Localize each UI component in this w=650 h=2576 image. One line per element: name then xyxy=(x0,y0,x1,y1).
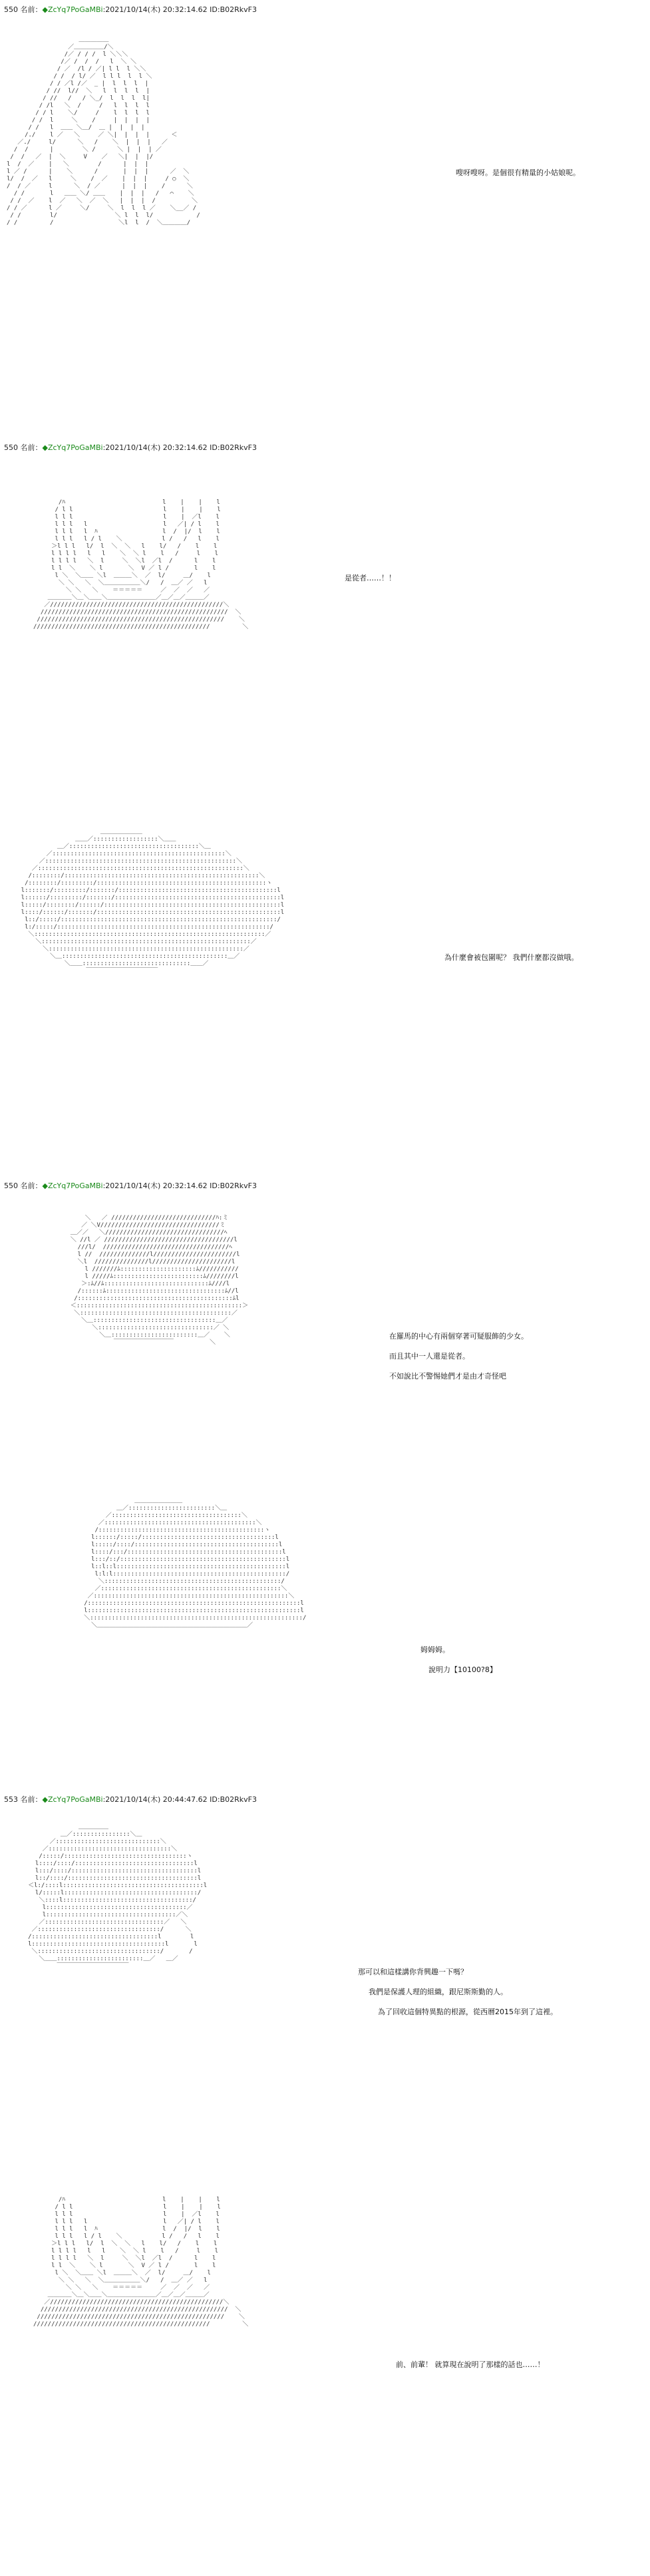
post-number: 553 xyxy=(4,1795,18,1804)
dialogue-line: 姆姆姆。 xyxy=(420,1645,450,1654)
post-id: ID:B02RkvF3 xyxy=(210,1181,257,1190)
dialogue-line: 而且其中一人還是從者。 xyxy=(389,1352,470,1361)
post-header xyxy=(4,1181,257,1191)
post-datetime: :2021/10/14(木) 20:32:14.62 xyxy=(102,443,208,452)
post-trip: ◆ZcYq7PoGaMBi xyxy=(42,1795,103,1804)
dialogue-line: 為什麼會被包圍呢？ 我們什麼都沒做哦。 xyxy=(444,953,579,962)
post-number: 550 xyxy=(4,5,18,14)
dialogue-line: 是從者……！！ xyxy=(345,574,396,582)
ascii-art: ＿＿＿＿＿＿＿＿ ＿／::::::::::::::::::::::::＼＿ ／::::::::::::::::::::::::::::::::::::＼ ／::::::::::::::::::::::::::::::::::::::::::＼ /::::::::::::::::::::::::::::::::::::::::::::::ヽ l::::::/:::::/:::::::::::::::::::::::::::::::::::::l l:::::/::::/::::::::::::::::::::::::::::::::::::::::l l::::/:::/:::::::::::::::::::::::::::::::::::::::::::l l:::/::/::::::::::::::::::::::::::::::::::::::::::::::l l::l::l:::::::::::::::::::::::::::::::::::::::::::::::l l:l:l::::::::::::::::::::::::::::::::::::::::::::::::/ ＼:::::::::::::::::::::::::::::::::::::::::::::::::/ ／::::::::::::::::::::::::::::::::::::::::::::::::::＼ ／::::::::::::::::::::::::::::::::::::::::::::::::::::::＼ /:::::::::::::::::::::::::::::::::::::::::::::::::::::::::::l l:::::::::::::::::::::::::::::::::::::::::::::::::::::::::::l ＼:::::::::::::::::::::::::::::::::::::::::::::::::::::::::::/ ＼＿＿＿＿＿＿＿＿＿＿＿＿＿＿＿＿＿＿＿＿＿＿＿＿＿／ xyxy=(84,1498,307,1629)
post-number: 550 xyxy=(4,1181,18,1190)
dialogue-line: 前、前輩！ 就算現在說明了那樣的話也……！ xyxy=(396,2360,545,2369)
ascii-art: ＿＿＿＿＿ ／＿＿＿＿＿/＼ /／ / / / l ＼＼＼ /／ / / / l ＼ ＼ / ／ /l / ／| l l l ＼＼ / / / l/ ／ l l l l l ＼ / / ／l /／ _ | l l l | / // l// ＼ l l l l | / // / / ＼_/ l l l l| / /l ＼ / / l l l l / / l ＼/ / l l l l / / l ＼ / | | | | / / l ＿＿ ＼＿/ ＿ | | | | /./ l ／ ＼ ／ ＼| | | | ＜ ／./ l/ ＼ / ＼ | | | ／ / / | ＼ / ＼ | | | ／ / / ／ | ＼ V ／ ＼| | |/ l / ／ | ＼ / | | | l ／ / | ＼ / | | | ／ ＼ l/ / ／ l ＼ / ／ | | | / ○ ＼ / / ／ l ＼ / ／ | | | / ＼ / / l ＿＿ ＼/ ＿＿ | | | / ⌒ ＼ / / ／ l ／ ＼ ／ ＼ | | | / ＼ / / ／ l ／ ＼/ ＼ l l l ／ ＼__／ / / / l/ ＼ l l l/ / / / / ＼l l / ＼＿＿＿＿/ xyxy=(7,37,200,226)
ascii-art: ＿＿＿＿＿ ＿／::::::::::::::::＼＿ ／:::::::::::::::::::::::::::::＼ ／::::::::::::::::::::::::::::::::::＼ /:::::/::::::::::::::::::::::::::::::::::ヽ l::::/::::/:::::::::::::::::::::::::::::::::l l:::/::::/:::::::::::::::::::::::::::::::::::l l::/::::/::::::::::::::::::::::::::::::::::::l ＜l:/::::l:::::::::::::::::::::::::::::::::::::::l l/:::::l:::::::::::::::::::::::::::::::::::::/ ＼::::l::::::::::::::::::::::::::::::::::::/ l:::::::::::::::::::::::::::::::::::::::／ l::::::::::::::::::::::::::::::::::::／＼ ／:::::::::::::::::::::::::::::::::／ ＼ ／::::::::::::::::::::::::::::::::::/ ＼ /:::::::::::::::::::::::::::::::::::l l l:::::::::::::::::::::::::::::::::::::l l ＼::::::::::::::::::::::::::::::::::/ / ＼＿＿::::::::::::::::::::::::＿／ ＿／ ￣￣￣￣￣￣￣￣￣￣￣￣ xyxy=(28,1824,208,1970)
post-name-label: 名前： xyxy=(20,443,43,452)
post-id: ID:B02RkvF3 xyxy=(210,443,257,452)
dialogue-line: 說明力【10100?8】 xyxy=(428,1665,497,1674)
ascii-art: ＼ ／ /////////////////////////////ﾊ:ミ ／ ＼V/////////////////////////////////ミ ＿／／ ＼/////////////////////////////////ﾍ ＼ //l ／ ////////////////////////////////////l ///l/ ///////////////////////////////////ﾍ l // //////////////l///////////////////////l ＼l ///////////////l//////////////////////l l ///////ﾑ:::::::::::::::::::::ﾑ/////////// l /////ﾑ:::::::::::::::::::::::::ﾑ////////l ＞:ﾑ//ﾑ:::::::::::::::::::::::::::::ﾑ////l /::::::ﾑ:::::::::::::::::::::::::::::::::ﾑ//l /:::::::::::::::::::::::::::::::::::::::::::ﾑl ＜::::::::::::::::::::::::::::::::::::::::::::::＞ ＼::::::::::::::::::::::::::::::::::::::::::／ ＼＿::::::::::::::::::::::::::::::::::＿／ ＼::::::::::::::::::::::::::::::::／ ＼ ＼＿::::::::::::::::::::::::＿／ ＼ ￣￣￣￣￣￣￣￣￣￣ ＼ xyxy=(70,1215,249,1346)
post-datetime: :2021/10/14(木) 20:32:14.62 xyxy=(102,1181,208,1190)
dialogue-line: 我們是保護人理的組織，跟尼斯斯勤的人。 xyxy=(369,1988,508,1996)
post-trip: ◆ZcYq7PoGaMBi xyxy=(42,5,103,14)
post-header xyxy=(4,443,257,453)
dialogue-line: 在羅馬的中心有兩個穿著可疑服飾的少女。 xyxy=(389,1332,528,1341)
post-name-label: 名前： xyxy=(20,1181,43,1190)
post-header xyxy=(4,1795,257,1805)
ascii-art: /ﾊ l | | l / l l l | | l l l l l | ／l l l l l l l ／| / l l l l l l ﾊ l / |/ l l l l l l / l ＼ l / / l l ＞l l l l/ l ＼ ＼ l l/ / l l l l l l l l ＼ ＼ l l / l l l l l l ＼ l ＼ ＼l ／l / l l l l ＼ ＼ l ＼ V ／ l / l l l ＼ ＼＿＿ ＼l ＿＿＿＼ ／ l/ ＿/ l ＼ ＼ ＼ ＼＿＿＿＿＿＿＼/ / ＿／ ／ l ＼ ＼ ＼ ＝＝＝＝＝ ／ ／ ／ ／ ＿＿＿＿＼＿＼＿＿＼＿＿＿＿＿＿＿＿／＿／＿／＿＿＿／ ／////////////////////////////////////////////////＼ //////////////////////////////////////////////////// ＼ //////////////////////////////////////////////////// ＼ ///////////////////////////////////////////////// ＼ xyxy=(33,499,249,630)
dialogue-line: 嗖呀嗖呀。是個很有精量的小姑娘呢。 xyxy=(456,168,580,177)
ascii-art: ＿＿＿＿＿＿＿ ＿＿／::::::::::::::::::＼＿＿ ＿／::::::::::::::::::::::::::::::::::::＼＿ ／::::::::::::::::::::::::::::::::::::::::::::::::＼ ／:::::::::::::::::::::::::::::::::::::::::::::::::::::＼ ／:::::::::::::::::::::::::::::::::::::::::::::::::::::::::＼ /::::::::/::::::::::::::::::::::::::::::::::::::::::::::::::::::＼ /::::::::/:::::::::/:::::::::::::::::::::::::::::::::::::::::::::::ヽ l:::::::/:::::::::/:::::::/::::::::::::::::::::::::::::::::::::::::::::l l::::::/:::::::::/:::::::/::::::::::::::::::::::::::::::::::::::::::::::l l:::::/::::::::/::::::/:::::::::::::::::::::::::::::::::::::::::::::::::l l::::/::::::/:::::::/:::::::::::::::::::::::::::::::::::::::::::::::::::l l::/:::::/::::::::::::::::::::::::::::::::::::::::::::::::::::::::::::/ l:/:::::/:::::::::::::::::::::::::::::::::::::::::::::::::::::::::::/ ＼::::::::::::::::::::::::::::::::::::::::::::::::::::::::::::::::／ ＼::::::::::::::::::::::::::::::::::::::::::::::::::::::::::／ ＼::::::::::::::::::::::::::::::::::::::::::::::::::::::／ ＼＿::::::::::::::::::::::::::::::::::::::::::::::＿／ ＼＿＿::::::::::::::::::::::::::::::＿＿／ ￣￣￣￣￣￣￣￣￣￣￣￣ xyxy=(21,829,285,974)
post-name-label: 名前： xyxy=(20,5,43,14)
post-trip: ◆ZcYq7PoGaMBi xyxy=(42,1181,103,1190)
post-id: ID:B02RkvF3 xyxy=(210,5,257,14)
post-id: ID:B02RkvF3 xyxy=(210,1795,257,1804)
ascii-art: /ﾊ l | | l / l l l | | l l l l l | ／l l l l l l l ／| / l l l l l l ﾊ l / |/ l l l l l l / l ＼ l / / l l ＞l l l l/ l ＼ ＼ l l/ / l l l l l l l l ＼ ＼ l l / l l l l l l ＼ l ＼ ＼l ／l / l l l l ＼ ＼ l ＼ V ／ l / l l l ＼ ＼＿＿ ＼l ＿＿＿＼ ／ l/ ＿/ l ＼ ＼ ＼ ＼＿＿＿＿＿＿＼/ / ＿／ ／ l ＼ ＼ ＼ ＝＝＝＝＝ ／ ／ ／ ／ ＿＿＿＿＼＿＼＿＿＼＿＿＿＿＿＿＿＿／＿／＿／＿＿＿／ ／////////////////////////////////////////////////＼ //////////////////////////////////////////////////// ＼ //////////////////////////////////////////////////// ＼ ///////////////////////////////////////////////// ＼ xyxy=(33,2197,249,2328)
dialogue-line: 為了回收這個特異點的根源，從西曆2015年到了這裡。 xyxy=(378,2008,558,2016)
post-header xyxy=(4,5,257,15)
post-datetime: :2021/10/14(木) 20:32:14.62 xyxy=(102,5,208,14)
dialogue-line: 不如說比不警惕她們才是由才奇怪吧 xyxy=(389,1372,506,1381)
post-name-label: 名前： xyxy=(20,1795,43,1804)
dialogue-line: 那可以和這樣講你背興趣一下嗎？ xyxy=(358,1968,468,1976)
post-number: 550 xyxy=(4,443,18,452)
post-trip: ◆ZcYq7PoGaMBi xyxy=(42,443,103,452)
post-datetime: :2021/10/14(木) 20:44:47.62 xyxy=(102,1795,208,1804)
